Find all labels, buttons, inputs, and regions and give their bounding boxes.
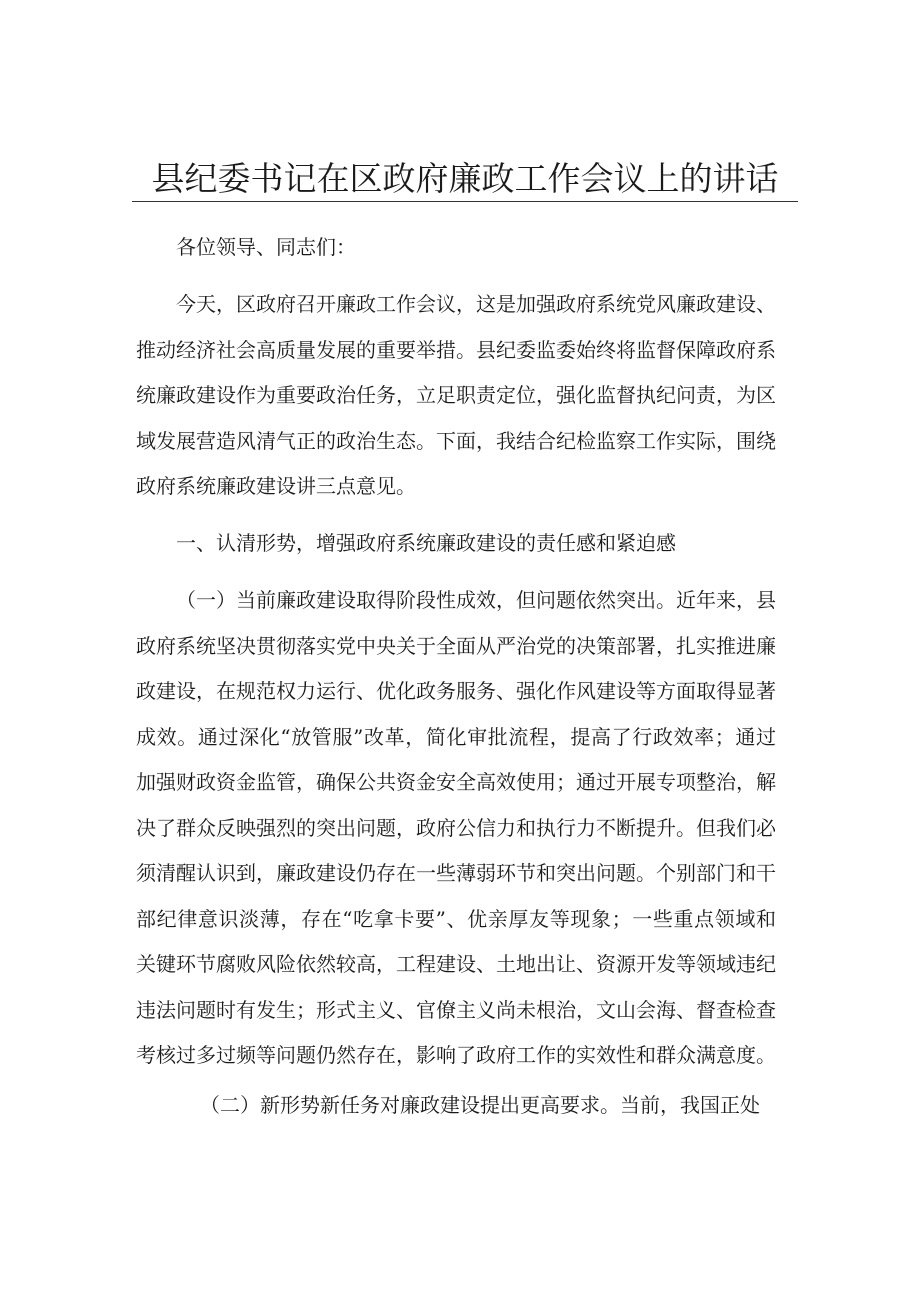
intro-paragraph: 今天，区政府召开廉政工作会议，这是加强政府系统党风廉政建设、推动经济社会高质量发展的重要举措。县纪委监委始终将监督保障政府系统廉政建设作为重要政治任务，立足职责定位，强化监督执纪问责，为区域发展营造风清气正的政治生态。下面，我结合纪检监察工作实际，围绕政府系统廉政建设讲三点意见。	[136, 292, 776, 498]
title-underline	[132, 201, 798, 202]
greeting-paragraph: 各位领导、同志们：	[176, 235, 356, 259]
subsection-2-paragraph: （二）新形势新任务对廉政建设提出更高要求。当前，我国正处	[200, 1093, 760, 1117]
document-title: 县纪委书记在区政府廉政工作会议上的讲话	[151, 159, 779, 198]
subsection-1-paragraph: （一）当前廉政建设取得阶段性成效，但问题依然突出。近年来，县政府系统坚决贯彻落实党中央关于全面从严治党的决策部署，扎实推进廉政建设，在规范权力运行、优化政务服务、强化作风建设等方面取得显著成效。通过深化“放管服”改革，简化审批流程，提高了行政效率；通过加强财政资金监管，确保公共资金安全高效使用；通过开展专项整治，解决了群众反映强烈的突出问题，政府公信力和执行力不断提升。但我们必须清醒认识到，廉政建设仍存在一些薄弱环节和突出问题。个别部门和干部纪律意识淡薄，存在“吃拿卡要”、优亲厚友等现象；一些重点领域和关键环节腐败风险依然较高，工程建设、土地出让、资源开发等领域违纪违法问题时有发生；形式主义、官僚主义尚未根治，文山会海、督查检查考核过多过频等问题仍然存在，影响了政府工作的实效性和群众满意度。	[136, 588, 776, 1067]
section-1-heading: 一、认清形势，增强政府系统廉政建设的责任感和紧迫感	[176, 531, 676, 555]
